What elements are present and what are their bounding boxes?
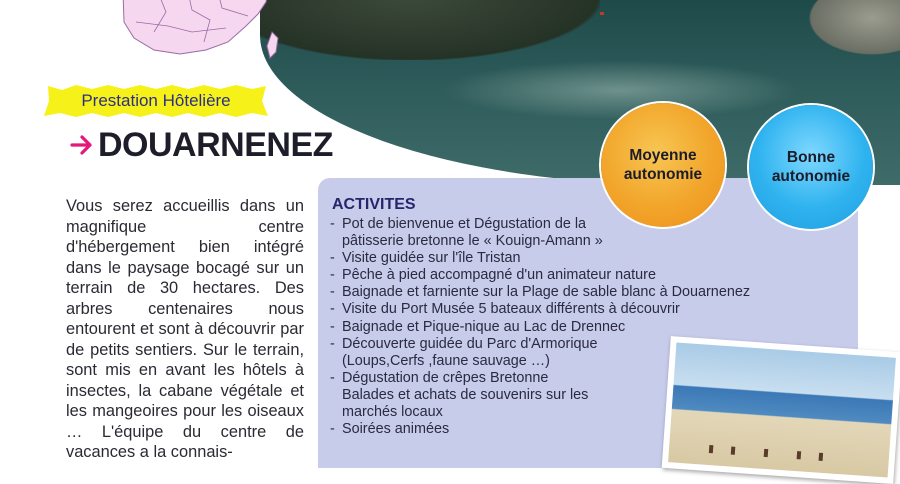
list-item: - Découverte guidée du Parc d'Armorique xyxy=(330,336,830,353)
list-item: pâtisserie bretonne le « Kouign-Amann » xyxy=(342,233,603,250)
autonomy-bonne-line1: Bonne xyxy=(786,149,836,166)
list-item: - Pêche à pied accompagné d'un animateur nature xyxy=(330,267,830,284)
autonomy-bonne-line2: autonomie xyxy=(771,168,851,185)
list-item: - Pot de bienvenue et Dégustation de la xyxy=(330,216,830,233)
list-item: Balades et achats de souvenirs sur les xyxy=(342,386,589,403)
description-paragraph: Vous serez accueillis dans un magnifique centre d'hébergement bien intégré dans le paysage bocagé sur un terrain de 30 hectares. Des arbres centenaires nous entourent et sont à découvrir par de petits sentiers. Sur le terrain, sont mis en avant les hôtels à insectes, la cabane végétale et les mangeoires pour les oiseaux … L'équipe du centre de vacances a la connais- xyxy=(66,197,304,461)
list-item: - Baignade et Pique-nique au Lac de Drennec xyxy=(330,319,830,336)
list-item: - Visite du Port Musée 5 bateaux différents à découvrir xyxy=(330,301,830,318)
list-item: - Soirées animées xyxy=(330,421,830,438)
autonomy-moyenne-line1: Moyenne xyxy=(629,147,697,164)
badge-label: Prestation Hôtelière xyxy=(81,91,231,110)
france-map-icon xyxy=(118,0,288,72)
autonomy-moyenne-line2: autonomie xyxy=(623,166,703,183)
list-item: - Baignade et farniente sur la Plage de sable blanc à Douarnenez xyxy=(330,284,830,301)
autonomy-bonne-badge xyxy=(749,105,873,229)
beach-photo xyxy=(662,336,900,484)
list-item: marchés locaux xyxy=(342,404,443,421)
activities-title: ACTIVITES xyxy=(332,196,416,213)
list-item: (Loups,Cerfs ,faune sauvage …) xyxy=(342,352,550,369)
arrow-right-icon xyxy=(70,130,96,160)
autonomy-moyenne-badge xyxy=(601,103,725,227)
list-item: - Visite guidée sur l'île Tristan xyxy=(330,250,830,267)
page-title: DOUARNENEZ xyxy=(98,126,333,164)
list-item: - Dégustation de crêpes Bretonne xyxy=(330,370,830,387)
